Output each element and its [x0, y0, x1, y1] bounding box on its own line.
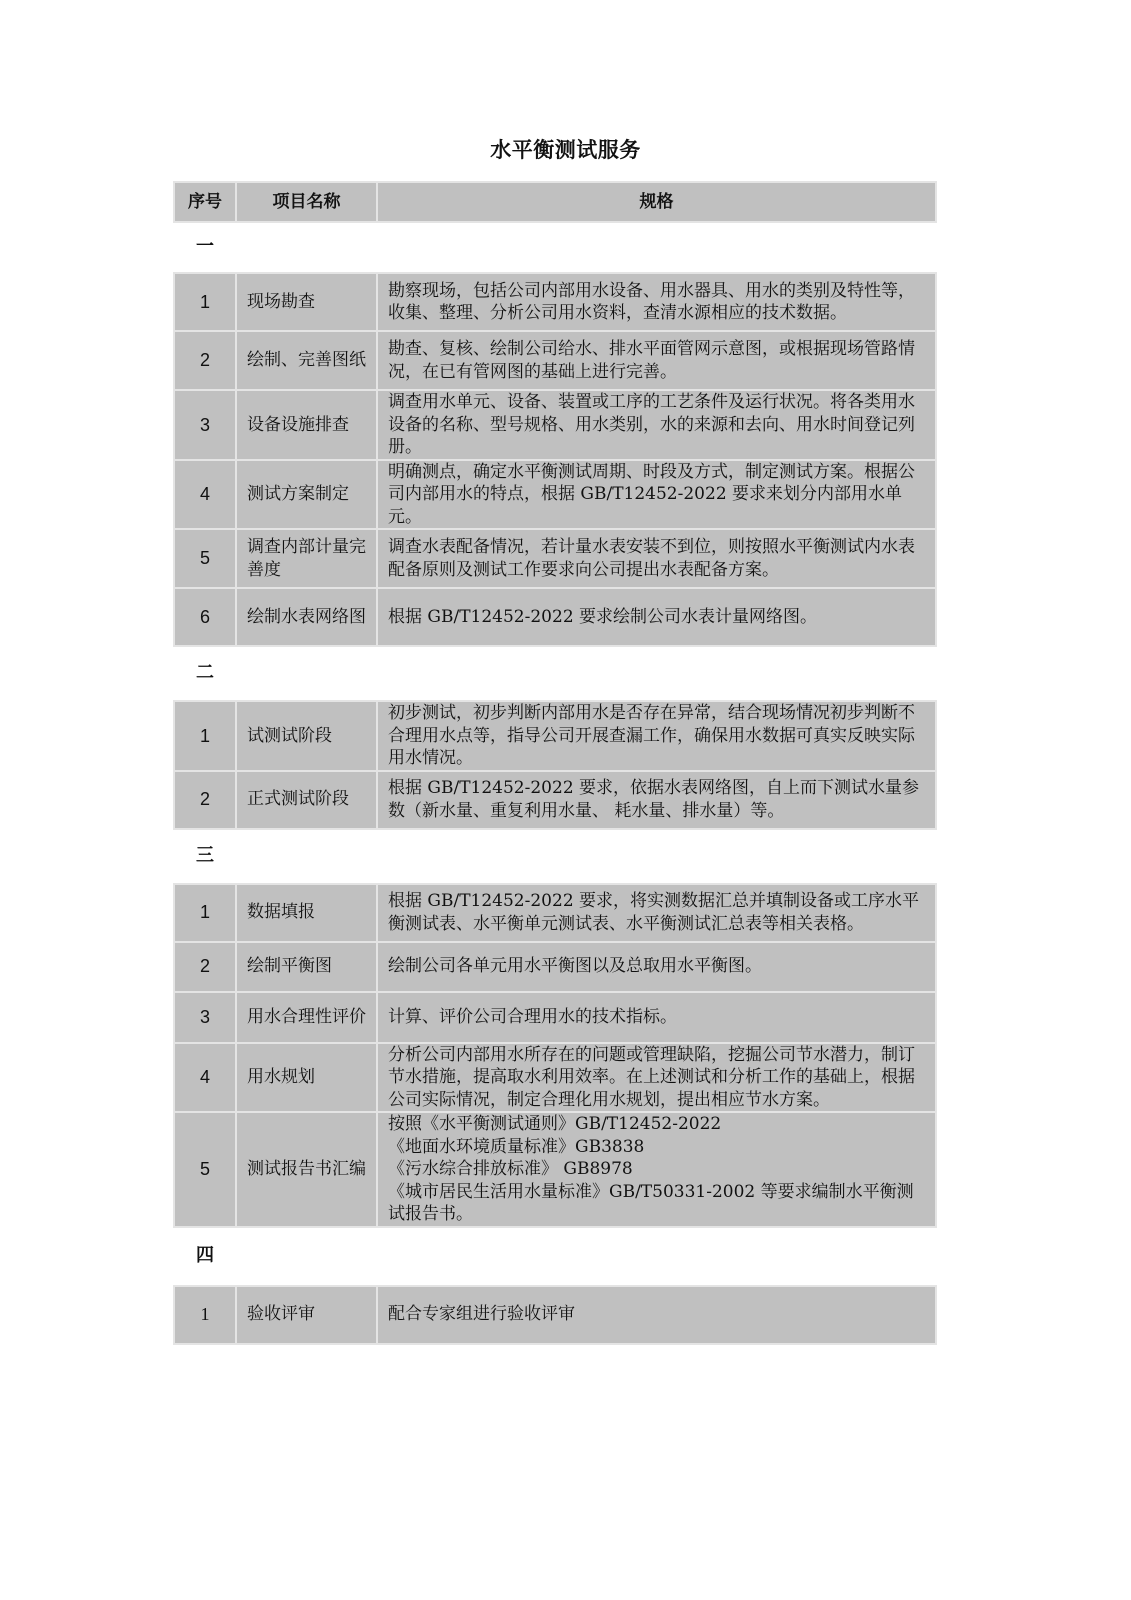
table-row: [174, 588, 936, 646]
row-number: 1: [174, 884, 236, 942]
table-row: [174, 331, 936, 390]
spec-line: 《城市居民生活用水量标准》GB/T50331-2002 等要求编制水平衡测试报告书。: [388, 1181, 914, 1224]
spec-line: 分析公司内部用水所存在的问题或管理缺陷，挖掘公司节水潜力，制订节水措施，提高取水利用效率。在上述测试和分析工作的基础上，根据公司实际情况，制定合理化用水规划，提出相应节水方案。: [388, 1044, 915, 1110]
section-label: 三: [174, 829, 936, 884]
spec-line: 配合专家组进行验收评审: [388, 1304, 575, 1325]
item-name: 用水合理性评价: [236, 992, 377, 1043]
row-number: 2: [174, 942, 236, 992]
section-label: 四: [174, 1227, 936, 1286]
table-row: [174, 992, 936, 1043]
table-row: [174, 1286, 936, 1344]
spec-line: 根据 GB/T12452-2022 要求，依据水表网络图，自上而下测试水量参数（新水量、重复利用水量、 耗水量、排水量）等。: [388, 778, 920, 821]
row-number: 2: [174, 771, 236, 829]
item-spec: [377, 701, 936, 771]
item-name: 绘制平衡图: [236, 942, 377, 992]
table-row: [174, 390, 936, 460]
table-row: [174, 1043, 936, 1113]
item-spec: [377, 529, 936, 588]
row-number: 2: [174, 331, 236, 390]
item-spec: [377, 331, 936, 390]
item-name: 数据填报: [236, 884, 377, 942]
item-name: 测试报告书汇编: [236, 1112, 377, 1227]
spec-line: 《污水综合排放标准》 GB8978: [388, 1159, 633, 1179]
row-number: 5: [174, 529, 236, 588]
section-label: 二: [174, 646, 936, 701]
item-name: 绘制、完善图纸: [236, 331, 377, 390]
spec-line: 计算、评价公司合理用水的技术指标。: [388, 1006, 677, 1027]
spec-line: 调查用水单元、设备、装置或工序的工艺条件及运行状况。将各类用水设备的名称、型号规格、用水类别，水的来源和去向、用水时间登记列册。: [388, 392, 915, 457]
table-row: [174, 884, 936, 942]
spec-line: 明确测点，确定水平衡测试周期、时段及方式，制定测试方案。根据公司内部用水的特点，根据 GB/T12452-2022 要求来划分内部用水单元。: [388, 461, 915, 527]
spec-line: 根据 GB/T12452-2022 要求，将实测数据汇总并填制设备或工序水平衡测试表、水平衡单元测试表、水平衡测试汇总表等相关表格。: [388, 891, 920, 934]
item-name: 测试方案制定: [236, 460, 377, 530]
header-spec: 规格: [377, 182, 936, 222]
item-spec: [377, 884, 936, 942]
item-name: 绘制水表网络图: [236, 588, 377, 646]
row-number: 3: [174, 390, 236, 460]
item-spec: [377, 942, 936, 992]
item-spec: [377, 390, 936, 460]
item-name: 现场勘查: [236, 273, 377, 331]
table-row: [174, 771, 936, 829]
item-name: 正式测试阶段: [236, 771, 377, 829]
item-name: 用水规划: [236, 1043, 377, 1113]
item-name: 设备设施排查: [236, 390, 377, 460]
spec-line: 根据 GB/T12452-2022 要求绘制公司水表计量网络图。: [388, 606, 818, 627]
row-number: 4: [174, 460, 236, 530]
item-spec: [377, 1112, 936, 1227]
item-name: 调查内部计量完善度: [236, 529, 377, 588]
header-no: 序号: [174, 182, 236, 222]
row-number: 6: [174, 588, 236, 646]
item-spec: [377, 1043, 936, 1113]
row-number: 4: [174, 1043, 236, 1113]
spec-line: 勘查、复核、绘制公司给水、排水平面管网示意图，或根据现场管路情况，在已有管网图的基础上进行完善。: [388, 339, 915, 382]
item-spec: [377, 273, 936, 331]
section-row: [174, 1227, 936, 1286]
table-body: [174, 222, 936, 1344]
row-number: 1: [174, 1286, 236, 1344]
page-title: 水平衡测试服务: [490, 138, 641, 162]
item-spec: [377, 771, 936, 829]
item-name: 试测试阶段: [236, 701, 377, 771]
row-number: 1: [174, 701, 236, 771]
spec-line: 初步测试，初步判断内部用水是否存在异常，结合现场情况初步判断不合理用水点等，指导公司开展查漏工作，确保用水数据可真实反映实际用水情况。: [388, 703, 915, 768]
section-row: [174, 646, 936, 701]
row-number: 3: [174, 992, 236, 1043]
spec-line: 绘制公司各单元用水平衡图以及总取用水平衡图。: [388, 956, 762, 977]
spec-line: 按照《水平衡测试通则》GB/T12452-2022: [388, 1114, 722, 1134]
table-header-row: [174, 182, 936, 222]
service-table: [173, 181, 937, 1345]
table-row: [174, 460, 936, 530]
table-row: [174, 942, 936, 992]
table-row: [174, 1112, 936, 1227]
item-name: 验收评审: [236, 1286, 377, 1344]
row-number: 1: [174, 273, 236, 331]
section-row: [174, 829, 936, 884]
item-spec: [377, 460, 936, 530]
item-spec: [377, 1286, 936, 1344]
table-row: [174, 529, 936, 588]
header-name: 项目名称: [236, 182, 377, 222]
spec-line: 《地面水环境质量标准》GB3838: [388, 1136, 645, 1157]
item-spec: [377, 588, 936, 646]
section-row: [174, 222, 936, 273]
table-row: [174, 701, 936, 771]
item-spec: [377, 992, 936, 1043]
spec-line: 勘察现场，包括公司内部用水设备、用水器具、用水的类别及特性等，收集、整理、分析公司用水资料，查清水源相应的技术数据。: [388, 280, 915, 323]
section-label: 一: [174, 222, 936, 273]
row-number: 5: [174, 1112, 236, 1227]
table-row: [174, 273, 936, 331]
spec-line: 调查水表配备情况，若计量水表安装不到位，则按照水平衡测试内水表配备原则及测试工作要求向公司提出水表配备方案。: [388, 537, 915, 580]
